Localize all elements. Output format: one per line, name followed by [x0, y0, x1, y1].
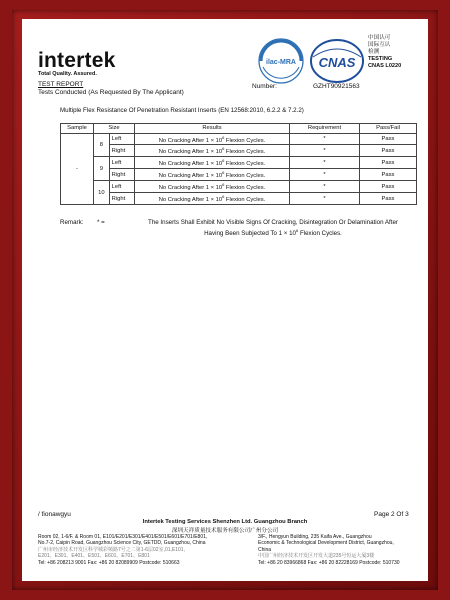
- result-cell: No Cracking After $1 \times 10^6$ Flexion Cycles.: [135, 169, 290, 181]
- footer-company-name-cn: 深圳天祥质量技术服务有限公司广州分公司: [171, 528, 279, 534]
- side-cell: Right: [109, 169, 134, 181]
- results-table: [60, 123, 417, 205]
- address-line: Tel: +86 20 83966868 Fax: +86 20 82228169 Postcode: 510730: [258, 559, 400, 566]
- requirement-cell: *: [290, 157, 360, 169]
- table-row: [61, 157, 417, 169]
- side-cell: Left: [109, 181, 134, 193]
- side-cell: Right: [109, 145, 134, 157]
- result-cell: No Cracking After $1 \times 10^6$ Flexion Cycles.: [135, 193, 290, 205]
- address-line: China: [258, 546, 272, 553]
- address-line: E201、E301、E401、E501、E601、E701、E801: [38, 553, 150, 560]
- result-cell: No Cracking After $1 \times 10^6$ Flexion Cycles.: [135, 181, 290, 193]
- signature-text: / fionawgyu: [38, 511, 71, 518]
- pass-fail-cell: Pass: [360, 157, 417, 169]
- cnas-line: 检测: [368, 49, 380, 55]
- address-line: 中国广州经济技术开发区开发大道235号恒运大厦3楼: [258, 553, 375, 560]
- intertek-logo: [38, 49, 115, 77]
- report-title: TEST REPORT: [38, 81, 84, 88]
- address-line: 3/F., Hengyun Building, 235 Kaifa Ave., Guangzhou: [258, 534, 372, 540]
- side-cell: Right: [109, 193, 134, 205]
- remark-line-1: The Inserts Shall Exhibit No Visible Signs Of Cracking, Disintegration Or Delamination After: [148, 219, 398, 226]
- requirement-cell: *: [290, 193, 360, 205]
- size-cell: 9: [94, 157, 110, 181]
- remark-star: * =: [97, 219, 105, 226]
- address-line: Tel: +86 208213 9001 Fax: +86 20 82089909 Postcode: 510663: [38, 559, 180, 566]
- report-number-label: Number:: [252, 83, 277, 90]
- cnas-line: 国际互认: [368, 42, 391, 48]
- footer-address-right: [258, 534, 418, 566]
- remark-label: Remark:: [60, 219, 84, 226]
- pass-fail-cell: Pass: [360, 169, 417, 181]
- address-line: 广州市经济技术开发区科学城彩频路7号之二第1-6层02室,01,E101,: [38, 546, 185, 553]
- cnas-logo-icon: [309, 37, 365, 85]
- requirement-cell: *: [290, 133, 360, 145]
- pass-fail-cell: Pass: [360, 181, 417, 193]
- result-cell: No Cracking After $1 \times 10^6$ Flexion Cycles.: [135, 145, 290, 157]
- pass-fail-cell: Pass: [360, 145, 417, 157]
- col-header-requirement: Requirement: [290, 124, 360, 134]
- side-cell: Left: [109, 157, 134, 169]
- requirement-cell: *: [290, 169, 360, 181]
- page-number: Page 2 Of 3: [374, 511, 409, 518]
- col-header-pass-fail: Pass/Fail: [360, 124, 417, 134]
- sample-cell: -: [61, 133, 94, 205]
- footer-address-left: [38, 534, 238, 566]
- requirement-cell: *: [290, 145, 360, 157]
- ilac-mra-logo-icon: [257, 37, 305, 85]
- cnas-line: CNAS L0220: [368, 63, 402, 69]
- result-cell: No Cracking After $1 \times 10^6$ Flexion Cycles.: [135, 133, 290, 145]
- address-line: Room 02, 1-6/F. & Room 01, E101/E201/E301/E401/E501/E601/E701/E801,: [38, 534, 208, 540]
- cnas-accreditation-text: [368, 35, 401, 70]
- table-row: [61, 181, 417, 193]
- pass-fail-cell: Pass: [360, 193, 417, 205]
- table-row: [61, 193, 417, 205]
- table-row: [61, 133, 417, 145]
- result-cell: No Cracking After $1 \times 10^6$ Flexion Cycles.: [135, 157, 290, 169]
- size-cell: 10: [94, 181, 110, 205]
- logo-text: intertek: [38, 49, 116, 72]
- report-number-value: GZHT90921563: [313, 83, 360, 90]
- remark-line-2: Having Been Subjected To $1 \times 10^6$ Flexion Cycles.: [204, 228, 342, 238]
- table-row: [61, 145, 417, 157]
- col-header-sample: Sample: [61, 124, 94, 134]
- section-title: Multiple Flex Resistance Of Penetration Resistant Inserts (EN 12568:2010, 6.2.2 & 7.2.2): [60, 107, 304, 114]
- table-row: [61, 169, 417, 181]
- cnas-line: TESTING: [368, 56, 393, 62]
- document-page: [22, 19, 428, 581]
- cnas-line: 中国认可: [368, 35, 391, 41]
- ilac-logo-text: ilac-MRA: [266, 59, 296, 66]
- logo-tagline: Total Quality. Assured.: [38, 71, 97, 77]
- cnas-logo-text: CNAS: [318, 55, 356, 70]
- requirement-cell: *: [290, 181, 360, 193]
- size-cell: 8: [94, 133, 110, 157]
- address-line: Economic & Technological Development District, Guangzhou,: [258, 540, 394, 547]
- report-subtitle: Tests Conducted (As Requested By The Applicant): [38, 89, 184, 96]
- footer-company-name: Intertek Testing Services Shenzhen Ltd. Guangzhou Branch: [142, 519, 308, 525]
- side-cell: Left: [109, 133, 134, 145]
- remark-text: [123, 219, 423, 238]
- col-header-results: Results: [135, 124, 290, 134]
- address-line: No.7-2, Caipin Road, Guangzhou Science City, GETDD, Guangzhou, China: [38, 540, 206, 547]
- table-header-row: [61, 124, 417, 134]
- col-header-size: Size: [94, 124, 135, 134]
- pass-fail-cell: Pass: [360, 133, 417, 145]
